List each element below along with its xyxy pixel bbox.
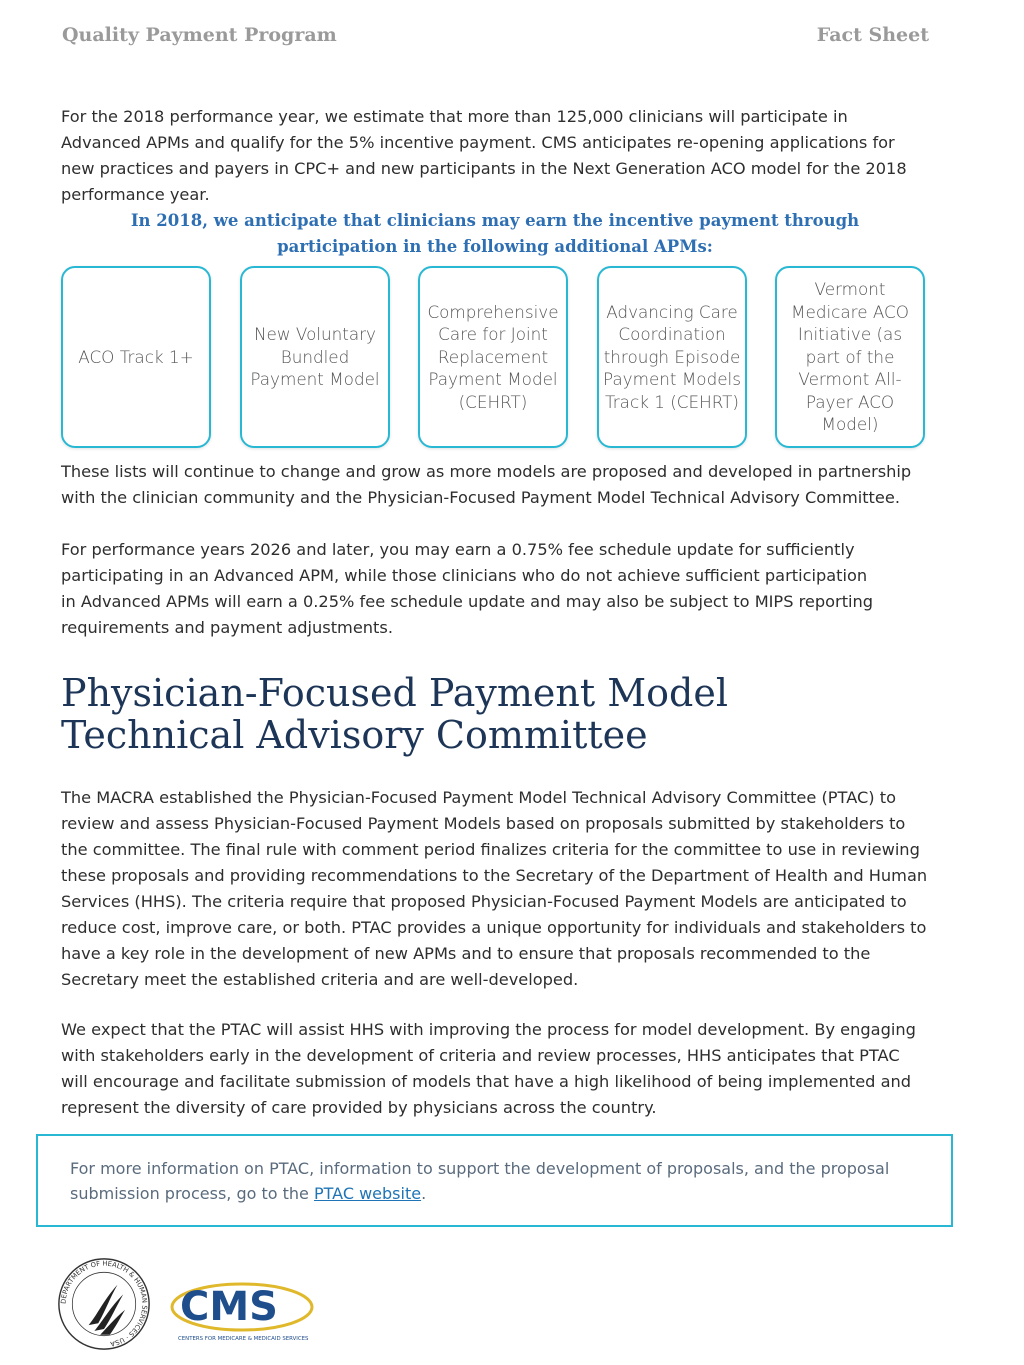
- cms-subtitle: CENTERS FOR MEDICARE & MEDICAID SERVICES: [178, 1336, 309, 1342]
- cms-logo-icon: [164, 1274, 360, 1346]
- hhs-seal-text: DEPARTMENT OF HEALTH & HUMAN SERVICES · USA: [59, 1259, 149, 1348]
- apm-card-episode-payment: [597, 266, 747, 448]
- section-title: [61, 672, 961, 756]
- hhs-seal-icon: [56, 1256, 152, 1352]
- apm-card-label: Advancing Care Coordination through Episode Payment Models Track 1 (CEHRT): [603, 301, 741, 412]
- ptac-paragraph-2: We expect that the PTAC will assist HHS with improving the process for model development. By engaging with stakeholders early in the development of criteria and review processes, HHS anticipates that PTAC will encourage and facilitate submission of models that have a high likelihood of being implemented and represent the diversity of care provided by physicians across the country.: [61, 1020, 916, 1117]
- cms-wordmark: CMS: [180, 1284, 278, 1330]
- apm-card-label: Comprehensive Care for Joint Replacement Payment Model (CEHRT): [427, 301, 559, 412]
- header-program-title: Quality Payment Program: [62, 24, 337, 46]
- ptac-info-box: [36, 1134, 953, 1227]
- info-box-text: For more information on PTAC, information to support the development of proposals, and the proposal submission process, go to the: [70, 1159, 890, 1203]
- performance-years-paragraph: For performance years 2026 and later, you may earn a 0.75% fee schedule update for sufficiently participating in an Advanced APM, while those clinicians who do not achieve sufficient participation in Advanced APMs will earn a 0.25% fee schedule update and may also be subject to MIPS reporting requirements and payment adjustments.: [61, 540, 874, 637]
- apm-card-label: New Voluntary Bundled Payment Model: [250, 324, 380, 390]
- apm-card-bundled-payment: [240, 266, 390, 448]
- ptac-website-link[interactable]: PTAC website: [313, 1184, 422, 1203]
- info-box-text-end: .: [421, 1184, 427, 1203]
- apm-card-aco-track-1-plus: [61, 266, 211, 448]
- apm-card-vermont-aco: [775, 266, 925, 448]
- apm-card-label: ACO Track 1+: [78, 346, 194, 367]
- section-title-line1: Physician-Focused Payment Model: [61, 671, 728, 715]
- apm-callout-heading: In 2018, we anticipate that clinicians may earn the incentive payment through participation in the following additional APMs:: [130, 211, 860, 256]
- header-document-type: Fact Sheet: [816, 24, 929, 46]
- apm-card-cjr: [418, 266, 568, 448]
- apm-card-label: Vermont Medicare ACO Initiative (as part of the Vermont All-Payer ACO Model): [791, 279, 909, 435]
- section-title-line2: Technical Advisory Committee: [61, 713, 648, 757]
- lists-paragraph: These lists will continue to change and grow as more models are proposed and developed in partnership with the clinician community and the Physician-Focused Payment Model Technical Advisory Committee.: [61, 462, 912, 507]
- intro-paragraph: For the 2018 performance year, we estimate that more than 125,000 clinicians will participate in Advanced APMs and qualify for the 5% incentive payment. CMS anticipates re-opening applications for new practices and payers in CPC+ and new participants in the Next Generation ACO model for the 2018 performance year.: [61, 107, 907, 204]
- ptac-paragraph-1: The MACRA established the Physician-Focused Payment Model Technical Advisory Committee (PTAC) to review and assess Physician-Focused Payment Models based on proposals submitted by stakeholders to the committee. The final rule with comment period finalizes criteria for the committee to use in reviewing these proposals and providing recommendations to the Secretary of the Department of Health and Human Services (HHS). The criteria require that proposed Physician-Focused Payment Models are anticipated to reduce cost, improve care, or both. PTAC provides a unique opportunity for individuals and stakeholders to have a key role in the development of new APMs and to ensure that proposals recommended to the Secretary meet the established criteria and are well-developed.: [61, 788, 928, 989]
